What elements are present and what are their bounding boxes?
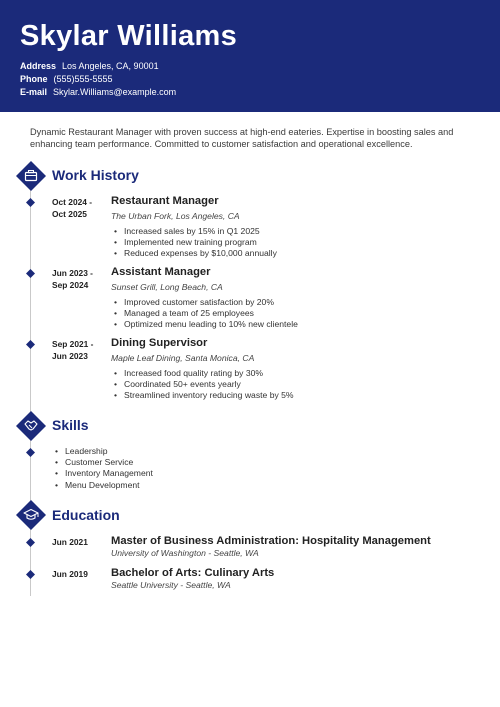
job-title: Assistant Manager (111, 266, 211, 278)
degree-title: Master of Business Administration: Hospitality Management (111, 535, 431, 547)
skill-item: • Menu Development (52, 480, 153, 491)
contact-email (20, 87, 176, 97)
timeline-line (30, 176, 31, 596)
job-bullet: • Coordinated 50+ events yearly (111, 379, 294, 390)
briefcase-icon (16, 161, 46, 191)
job-bullets (111, 297, 298, 331)
graduation-cap-icon (16, 500, 46, 530)
job-date-start: Oct 2024 - (52, 197, 93, 207)
job-bullets (111, 368, 294, 402)
timeline-marker (26, 340, 35, 349)
contact-email-label: E-mail (20, 87, 48, 97)
job-bullet: • Reduced expenses by $10,000 annually (111, 248, 277, 259)
job-bullet: • Optimized menu leading to 10% new clientele (111, 319, 298, 330)
handshake-icon (16, 411, 46, 441)
timeline-marker (26, 538, 35, 547)
contact-phone-value: (555)555-5555 (53, 74, 113, 84)
timeline-marker (26, 570, 35, 579)
contact-address-label: Address (20, 61, 57, 71)
job-date-end: Oct 2025 (52, 208, 87, 219)
skills-list (52, 446, 153, 491)
job-company: Sunset Grill, Long Beach, CA (111, 282, 223, 292)
job-company: Maple Leaf Dining, Santa Monica, CA (111, 353, 255, 363)
job-bullets (111, 226, 277, 260)
job-date-range (52, 339, 93, 362)
job-date-start: Sep 2021 - (52, 339, 94, 349)
skills-heading: Skills (52, 417, 89, 433)
professional-summary: Dynamic Restaurant Manager with proven success at high-end eateries. Expertise in boosting sales and enhancing team performance. Committed to customer satisfaction and operational excellence. (30, 127, 454, 149)
job-title: Restaurant Manager (111, 195, 219, 207)
job-bullet: • Managed a team of 25 employees (111, 308, 298, 319)
education-date: Jun 2021 (52, 537, 88, 547)
job-date-start: Jun 2023 - (52, 268, 93, 278)
contact-address-value: Los Angeles, CA, 90001 (62, 61, 159, 71)
job-company: The Urban Fork, Los Angeles, CA (111, 211, 240, 221)
job-title: Dining Supervisor (111, 337, 208, 349)
job-bullet: • Increased sales by 15% in Q1 2025 (111, 226, 277, 237)
contact-email-value: Skylar.Williams@example.com (53, 87, 177, 97)
contact-phone (20, 74, 113, 84)
job-bullet: • Streamlined inventory reducing waste by 5% (111, 390, 294, 401)
job-bullet: • Implemented new training program (111, 237, 277, 248)
skill-item: • Inventory Management (52, 468, 153, 479)
job-date-end: Sep 2024 (52, 279, 89, 290)
job-bullet: • Increased food quality rating by 30% (111, 368, 294, 379)
skill-item: • Leadership (52, 446, 153, 457)
school-name: Seattle University - Seattle, WA (111, 580, 231, 590)
job-date-end: Jun 2023 (52, 350, 88, 361)
education-heading: Education (52, 507, 120, 523)
school-name: University of Washington - Seattle, WA (111, 548, 259, 558)
candidate-name: Skylar Williams (20, 20, 238, 52)
work-history-heading: Work History (52, 167, 139, 183)
education-date: Jun 2019 (52, 569, 88, 579)
job-date-range (52, 197, 92, 220)
timeline-marker (26, 198, 35, 207)
resume-header (0, 0, 500, 112)
contact-address (20, 61, 159, 71)
degree-title: Bachelor of Arts: Culinary Arts (111, 567, 275, 579)
skill-item: • Customer Service (52, 457, 153, 468)
job-bullet: • Improved customer satisfaction by 20% (111, 297, 298, 308)
job-date-range (52, 268, 93, 291)
contact-phone-label: Phone (20, 74, 48, 84)
timeline-marker (26, 448, 35, 457)
timeline-marker (26, 269, 35, 278)
